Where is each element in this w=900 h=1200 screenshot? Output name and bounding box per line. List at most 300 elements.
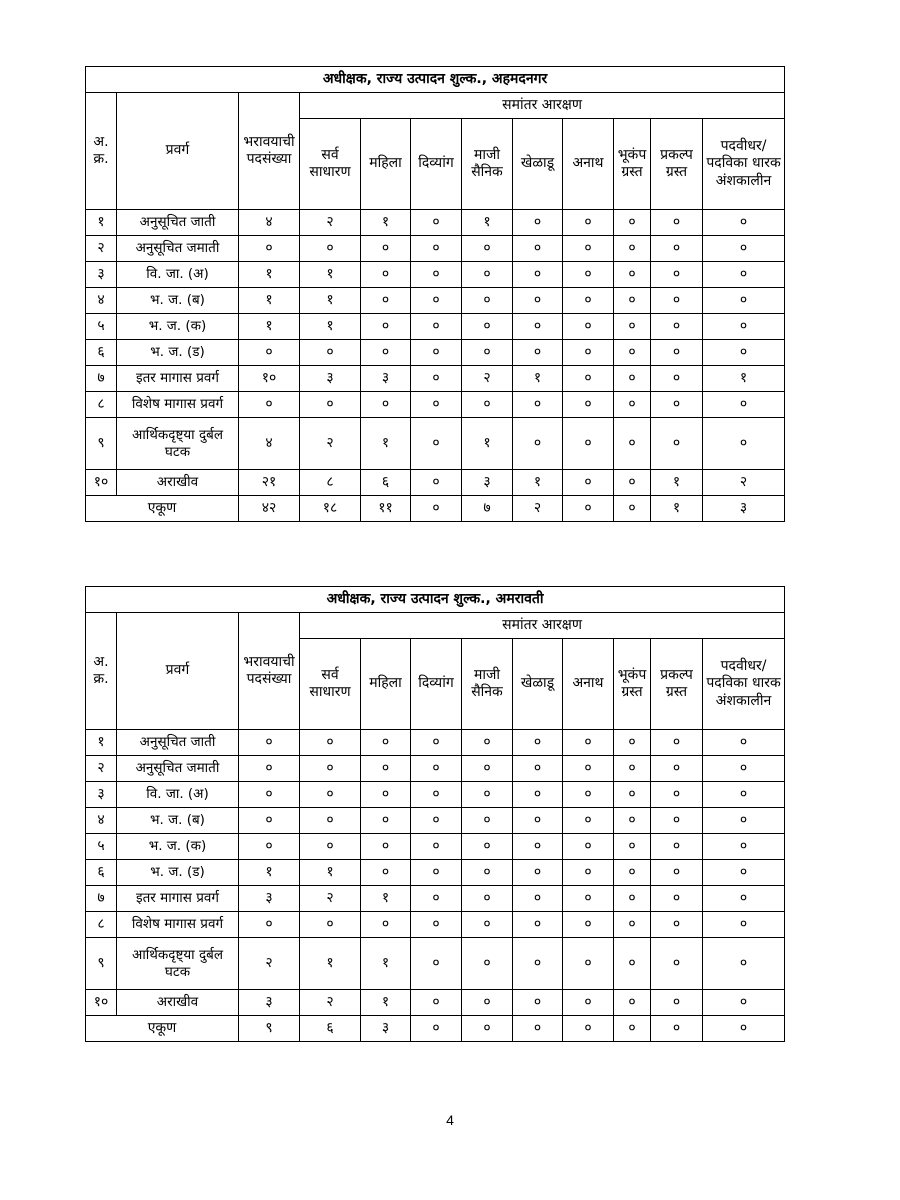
value-cell: ० <box>651 418 703 470</box>
value-cell: ० <box>361 860 411 886</box>
category-cell: अनुसूचित जमाती <box>117 236 239 262</box>
table-row <box>86 392 785 418</box>
sr-no-cell: ४ <box>86 288 117 314</box>
value-cell: ० <box>411 756 462 782</box>
table-row <box>86 860 785 886</box>
value-cell: १ <box>361 990 411 1016</box>
sr-no-cell: १ <box>86 210 117 236</box>
total-label: एकूण <box>86 496 239 522</box>
value-cell: ० <box>651 938 703 990</box>
category-cell: अनुसूचित जाती <box>117 210 239 236</box>
value-cell: ० <box>513 990 563 1016</box>
value-cell: ० <box>411 938 462 990</box>
value-cell: ० <box>361 392 411 418</box>
value-cell: १ <box>300 314 361 340</box>
value-cell: ० <box>513 756 563 782</box>
value-cell: ० <box>614 470 651 496</box>
value-cell: ० <box>651 210 703 236</box>
reservation-table-amravati <box>85 586 785 1042</box>
value-cell: ० <box>563 314 614 340</box>
value-cell: ० <box>361 834 411 860</box>
col-header-orphan: अनाथ <box>563 119 614 210</box>
table-row <box>86 912 785 938</box>
value-cell: ० <box>411 782 462 808</box>
table-row <box>86 808 785 834</box>
sr-no-cell: १ <box>86 730 117 756</box>
total-value-cell: ० <box>411 496 462 522</box>
value-cell: ० <box>411 470 462 496</box>
value-cell: ० <box>411 340 462 366</box>
value-cell: ० <box>703 288 785 314</box>
value-cell: ० <box>703 912 785 938</box>
value-cell: ० <box>563 262 614 288</box>
value-cell: ० <box>411 392 462 418</box>
value-cell: ० <box>563 756 614 782</box>
category-cell: भ. ज. (ब) <box>117 288 239 314</box>
value-cell: १ <box>361 210 411 236</box>
sr-no-cell: २ <box>86 236 117 262</box>
value-cell: ० <box>614 860 651 886</box>
value-cell: ० <box>614 756 651 782</box>
value-cell: ० <box>563 392 614 418</box>
col-header-project-affected: प्रकल्प ग्रस्त <box>651 119 703 210</box>
value-cell: ० <box>614 314 651 340</box>
sr-no-cell: ८ <box>86 392 117 418</box>
value-cell: ० <box>651 860 703 886</box>
value-cell: ० <box>513 782 563 808</box>
col-header-graduate-part-time: पदवीधर/ पदविका धारक अंशकालीन <box>703 639 785 730</box>
value-cell: ० <box>614 366 651 392</box>
value-cell: ० <box>361 912 411 938</box>
value-cell: ० <box>462 860 513 886</box>
category-cell: अनुसूचित जाती <box>117 730 239 756</box>
sr-no-cell: ३ <box>86 782 117 808</box>
value-cell: ० <box>462 340 513 366</box>
value-cell: ० <box>239 834 300 860</box>
col-header-general: सर्व साधारण <box>300 639 361 730</box>
col-header-women: महिला <box>361 639 411 730</box>
sr-no-header: अ. क्र. <box>86 93 117 210</box>
col-header-graduate-part-time: पदवीधर/ पदविका धारक अंशकालीन <box>703 119 785 210</box>
category-cell: अराखीव <box>117 470 239 496</box>
value-cell: ० <box>563 808 614 834</box>
value-cell: ० <box>513 418 563 470</box>
value-cell: ० <box>563 210 614 236</box>
total-value-cell: ४२ <box>239 496 300 522</box>
value-cell: ० <box>513 340 563 366</box>
value-cell: ० <box>614 834 651 860</box>
value-cell: १ <box>361 418 411 470</box>
value-cell: ० <box>411 990 462 1016</box>
value-cell: ० <box>651 366 703 392</box>
category-cell: भ. ज. (क) <box>117 314 239 340</box>
value-cell: ० <box>614 938 651 990</box>
category-cell: भ. ज. (ब) <box>117 808 239 834</box>
posts-header: भरावयाची पदसंख्या <box>239 613 300 730</box>
value-cell: १ <box>361 886 411 912</box>
value-cell: १ <box>462 210 513 236</box>
value-cell: ० <box>703 392 785 418</box>
value-cell: ० <box>300 912 361 938</box>
value-cell: ० <box>462 314 513 340</box>
value-cell: ० <box>614 730 651 756</box>
value-cell: १ <box>513 470 563 496</box>
table-row <box>86 470 785 496</box>
value-cell: ० <box>563 340 614 366</box>
value-cell: १ <box>300 262 361 288</box>
category-cell: अनुसूचित जमाती <box>117 756 239 782</box>
value-cell: ० <box>513 392 563 418</box>
reservation-table-ahmednagar <box>85 66 785 522</box>
value-cell: ० <box>361 340 411 366</box>
value-cell: ० <box>462 392 513 418</box>
value-cell: ० <box>651 808 703 834</box>
table-row <box>86 262 785 288</box>
value-cell: ० <box>300 756 361 782</box>
value-cell: ० <box>563 470 614 496</box>
value-cell: ० <box>513 860 563 886</box>
value-cell: ० <box>239 782 300 808</box>
value-cell: २१ <box>239 470 300 496</box>
total-value-cell: ० <box>462 1016 513 1042</box>
total-value-cell: ३ <box>361 1016 411 1042</box>
value-cell: ० <box>300 730 361 756</box>
total-value-cell: १ <box>651 496 703 522</box>
value-cell: ० <box>703 808 785 834</box>
total-value-cell: ३ <box>703 496 785 522</box>
table-row <box>86 366 785 392</box>
value-cell: ० <box>651 834 703 860</box>
value-cell: २ <box>300 886 361 912</box>
value-cell: ० <box>300 834 361 860</box>
sr-no-cell: १० <box>86 990 117 1016</box>
category-cell: भ. ज. (ड) <box>117 860 239 886</box>
sr-no-cell: १० <box>86 470 117 496</box>
table-row <box>86 288 785 314</box>
col-header-sports: खेळाडू <box>513 639 563 730</box>
value-cell: ६ <box>361 470 411 496</box>
table-row <box>86 418 785 470</box>
total-value-cell: ० <box>651 1016 703 1042</box>
value-cell: ० <box>703 262 785 288</box>
value-cell: ० <box>239 340 300 366</box>
category-cell: विशेष मागास प्रवर्ग <box>117 392 239 418</box>
value-cell: ० <box>239 756 300 782</box>
value-cell: ० <box>411 860 462 886</box>
value-cell: ० <box>462 756 513 782</box>
total-value-cell: १८ <box>300 496 361 522</box>
value-cell: ० <box>513 314 563 340</box>
value-cell: ० <box>703 990 785 1016</box>
table-title: अधीक्षक, राज्य उत्पादन शुल्क., अहमदनगर <box>86 67 785 93</box>
value-cell: ० <box>563 236 614 262</box>
category-cell: वि. जा. (अ) <box>117 782 239 808</box>
table-row <box>86 210 785 236</box>
value-cell: ० <box>703 886 785 912</box>
value-cell: ० <box>513 834 563 860</box>
value-cell: ० <box>703 756 785 782</box>
category-header: प्रवर्ग <box>117 93 239 210</box>
table-row <box>86 782 785 808</box>
value-cell: १ <box>300 860 361 886</box>
value-cell: ० <box>462 730 513 756</box>
table-row <box>86 886 785 912</box>
value-cell: २ <box>462 366 513 392</box>
value-cell: ० <box>651 886 703 912</box>
value-cell: १ <box>239 860 300 886</box>
value-cell: ० <box>462 912 513 938</box>
value-cell: ० <box>411 262 462 288</box>
value-cell: ० <box>703 236 785 262</box>
value-cell: ० <box>462 782 513 808</box>
value-cell: ० <box>563 366 614 392</box>
parallel-reservation-header: समांतर आरक्षण <box>300 93 785 119</box>
col-header-ex-servicemen: माजी सैनिक <box>462 119 513 210</box>
value-cell: ० <box>361 730 411 756</box>
value-cell: ० <box>563 418 614 470</box>
value-cell: ० <box>651 730 703 756</box>
total-label: एकूण <box>86 1016 239 1042</box>
value-cell: ० <box>462 236 513 262</box>
sr-no-cell: ९ <box>86 938 117 990</box>
value-cell: ० <box>361 288 411 314</box>
sr-no-cell: ४ <box>86 808 117 834</box>
value-cell: ० <box>513 886 563 912</box>
col-header-ex-servicemen: माजी सैनिक <box>462 639 513 730</box>
total-value-cell: ० <box>563 1016 614 1042</box>
value-cell: ० <box>563 886 614 912</box>
value-cell: ० <box>614 288 651 314</box>
value-cell: ० <box>239 236 300 262</box>
value-cell: ० <box>361 314 411 340</box>
total-row <box>86 496 785 522</box>
value-cell: ० <box>300 340 361 366</box>
sr-no-cell: ९ <box>86 418 117 470</box>
value-cell: २ <box>300 990 361 1016</box>
value-cell: ० <box>513 912 563 938</box>
table-row <box>86 990 785 1016</box>
value-cell: ० <box>411 366 462 392</box>
value-cell: २ <box>703 470 785 496</box>
sr-no-cell: २ <box>86 756 117 782</box>
value-cell: १ <box>239 262 300 288</box>
value-cell: ० <box>703 860 785 886</box>
sr-no-cell: ८ <box>86 912 117 938</box>
sr-no-cell: ३ <box>86 262 117 288</box>
value-cell: ० <box>651 314 703 340</box>
sr-no-cell: ७ <box>86 886 117 912</box>
total-row <box>86 1016 785 1042</box>
value-cell: ० <box>703 730 785 756</box>
value-cell: १ <box>462 418 513 470</box>
table-title: अधीक्षक, राज्य उत्पादन शुल्क., अमरावती <box>86 587 785 613</box>
value-cell: ० <box>239 808 300 834</box>
value-cell: ० <box>300 782 361 808</box>
value-cell: २ <box>300 210 361 236</box>
value-cell: ० <box>563 860 614 886</box>
sr-no-header: अ. क्र. <box>86 613 117 730</box>
value-cell: ० <box>513 808 563 834</box>
table-row <box>86 340 785 366</box>
col-header-disabled: दिव्यांग <box>411 119 462 210</box>
value-cell: ० <box>651 392 703 418</box>
value-cell: ० <box>239 912 300 938</box>
total-value-cell: २ <box>513 496 563 522</box>
value-cell: ० <box>614 990 651 1016</box>
value-cell: ० <box>462 938 513 990</box>
value-cell: ० <box>411 730 462 756</box>
posts-header: भरावयाची पदसंख्या <box>239 93 300 210</box>
value-cell: ३ <box>361 366 411 392</box>
value-cell: ० <box>563 938 614 990</box>
total-value-cell: ७ <box>462 496 513 522</box>
total-value-cell: ९ <box>239 1016 300 1042</box>
value-cell: ० <box>462 886 513 912</box>
value-cell: ० <box>361 262 411 288</box>
table-row <box>86 314 785 340</box>
value-cell: ० <box>411 236 462 262</box>
category-cell: अराखीव <box>117 990 239 1016</box>
category-cell: वि. जा. (अ) <box>117 262 239 288</box>
col-header-project-affected: प्रकल्प ग्रस्त <box>651 639 703 730</box>
value-cell: ४ <box>239 418 300 470</box>
value-cell: ० <box>513 210 563 236</box>
value-cell: १ <box>239 288 300 314</box>
value-cell: ० <box>239 392 300 418</box>
value-cell: ४ <box>239 210 300 236</box>
value-cell: ० <box>462 990 513 1016</box>
value-cell: ० <box>614 808 651 834</box>
value-cell: ० <box>361 756 411 782</box>
value-cell: १ <box>300 938 361 990</box>
value-cell: ० <box>614 886 651 912</box>
value-cell: ० <box>300 236 361 262</box>
value-cell: ० <box>563 730 614 756</box>
value-cell: ० <box>614 392 651 418</box>
value-cell: ० <box>563 912 614 938</box>
value-cell: ३ <box>239 886 300 912</box>
value-cell: १० <box>239 366 300 392</box>
table-row <box>86 236 785 262</box>
value-cell: ० <box>513 288 563 314</box>
value-cell: २ <box>300 418 361 470</box>
value-cell: ० <box>651 990 703 1016</box>
value-cell: ० <box>513 730 563 756</box>
value-cell: ० <box>651 340 703 366</box>
sr-no-cell: ६ <box>86 860 117 886</box>
total-value-cell: ६ <box>300 1016 361 1042</box>
value-cell: ० <box>411 314 462 340</box>
category-cell: भ. ज. (ड) <box>117 340 239 366</box>
value-cell: ० <box>513 938 563 990</box>
value-cell: ० <box>703 340 785 366</box>
value-cell: ० <box>411 418 462 470</box>
value-cell: ० <box>300 808 361 834</box>
value-cell: ० <box>651 912 703 938</box>
value-cell: ३ <box>462 470 513 496</box>
value-cell: २ <box>239 938 300 990</box>
value-cell: १ <box>361 938 411 990</box>
value-cell: ० <box>411 834 462 860</box>
value-cell: ० <box>703 834 785 860</box>
value-cell: ० <box>563 834 614 860</box>
value-cell: ० <box>703 782 785 808</box>
category-cell: आर्थिकदृष्ट्या दुर्बल घटक <box>117 938 239 990</box>
table-row <box>86 938 785 990</box>
value-cell: ० <box>411 808 462 834</box>
value-cell: ० <box>703 418 785 470</box>
value-cell: ० <box>651 236 703 262</box>
value-cell: ० <box>513 236 563 262</box>
sr-no-cell: ७ <box>86 366 117 392</box>
sr-no-cell: ५ <box>86 314 117 340</box>
value-cell: ० <box>462 808 513 834</box>
total-value-cell: ० <box>703 1016 785 1042</box>
table-row <box>86 730 785 756</box>
col-header-general: सर्व साधारण <box>300 119 361 210</box>
value-cell: ० <box>563 782 614 808</box>
parallel-reservation-header: समांतर आरक्षण <box>300 613 785 639</box>
value-cell: ० <box>651 756 703 782</box>
col-header-sports: खेळाडू <box>513 119 563 210</box>
table-row <box>86 834 785 860</box>
value-cell: ० <box>703 938 785 990</box>
sr-no-cell: ५ <box>86 834 117 860</box>
value-cell: ० <box>411 912 462 938</box>
value-cell: १ <box>513 366 563 392</box>
col-header-earthquake-affected: भूकंप ग्रस्त <box>614 119 651 210</box>
value-cell: ० <box>614 262 651 288</box>
value-cell: ० <box>462 834 513 860</box>
table-row <box>86 756 785 782</box>
value-cell: ० <box>239 730 300 756</box>
category-cell: इतर मागास प्रवर्ग <box>117 886 239 912</box>
col-header-disabled: दिव्यांग <box>411 639 462 730</box>
total-value-cell: ११ <box>361 496 411 522</box>
category-cell: विशेष मागास प्रवर्ग <box>117 912 239 938</box>
value-cell: ० <box>651 262 703 288</box>
value-cell: ० <box>651 288 703 314</box>
value-cell: ० <box>462 262 513 288</box>
value-cell: ० <box>411 886 462 912</box>
value-cell: ३ <box>239 990 300 1016</box>
sr-no-cell: ६ <box>86 340 117 366</box>
value-cell: ० <box>300 392 361 418</box>
col-header-earthquake-affected: भूकंप ग्रस्त <box>614 639 651 730</box>
value-cell: ० <box>614 236 651 262</box>
value-cell: ० <box>651 782 703 808</box>
value-cell: ० <box>614 340 651 366</box>
value-cell: ० <box>614 912 651 938</box>
value-cell: ० <box>361 808 411 834</box>
total-value-cell: ० <box>614 1016 651 1042</box>
value-cell: ० <box>614 418 651 470</box>
value-cell: ३ <box>300 366 361 392</box>
value-cell: १ <box>703 366 785 392</box>
value-cell: १ <box>239 314 300 340</box>
col-header-orphan: अनाथ <box>563 639 614 730</box>
value-cell: ० <box>361 236 411 262</box>
value-cell: ० <box>614 782 651 808</box>
page-number: 4 <box>446 1112 454 1128</box>
value-cell: ० <box>563 288 614 314</box>
category-cell: आर्थिकदृष्ट्या दुर्बल घटक <box>117 418 239 470</box>
value-cell: ० <box>462 288 513 314</box>
category-cell: भ. ज. (क) <box>117 834 239 860</box>
value-cell: ० <box>513 262 563 288</box>
value-cell: ० <box>614 210 651 236</box>
value-cell: ० <box>703 314 785 340</box>
